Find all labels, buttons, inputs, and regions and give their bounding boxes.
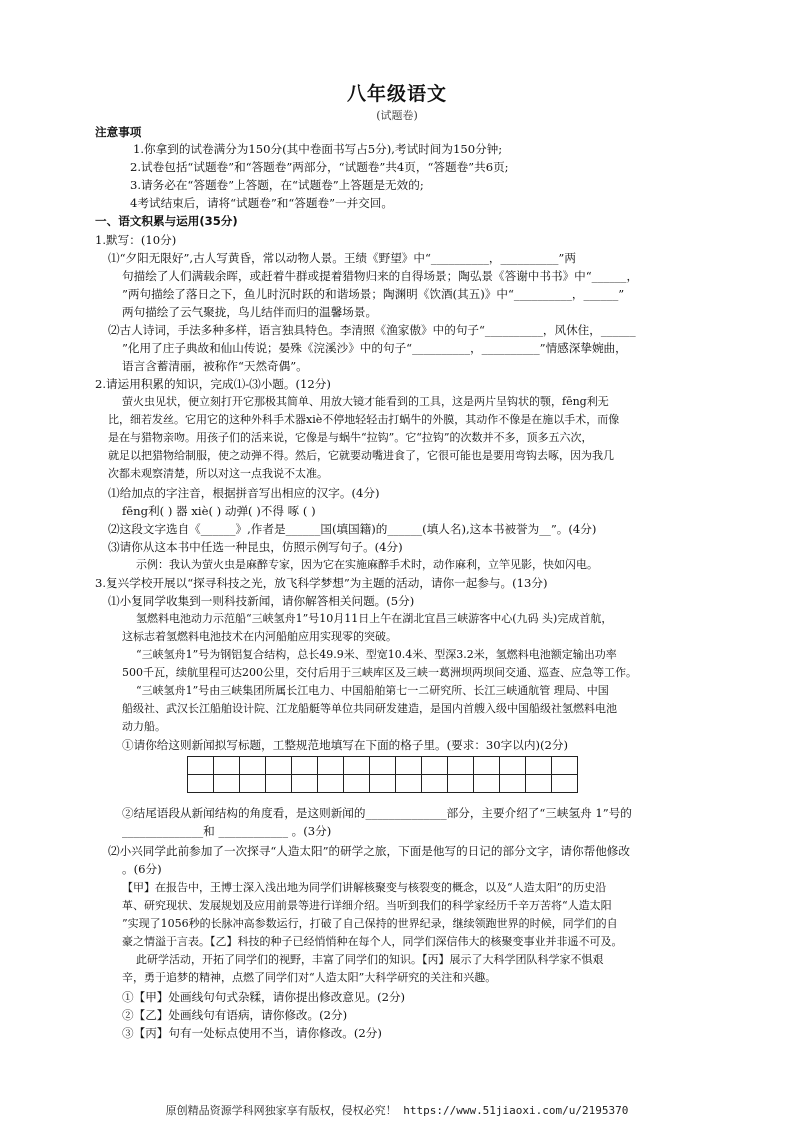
news-line: “三峡氢舟1”号为钢铝复合结构，总长49.9米、型宽10.4米、型深3.2米，氢燃料电池额定输出功率: [136, 648, 617, 661]
grid-cell[interactable]: [318, 775, 344, 793]
grid-cell[interactable]: [526, 775, 552, 793]
grid-cell[interactable]: [396, 775, 422, 793]
grid-cell[interactable]: [552, 775, 578, 793]
grid-cell[interactable]: [292, 757, 318, 775]
question-line: 。(6分): [122, 862, 162, 876]
news-line: 氢燃料电池动力示范船“三峡氢舟1”号10月11日上午在湖北宜昌三峡游客中心(九码 头)完成首航，: [136, 612, 613, 625]
news-line: 500千瓦，续航里程可达200公里，交付后用于三峡库区及三峡一葛洲坝两坝间交通、巡查、应急等工作。: [122, 666, 637, 679]
example-line: 示例：我认为萤火虫是麻醉专家，因为它在实施麻醉手术时，动作麻利，立竿见影，快如闪电。: [136, 558, 598, 571]
grid-cell[interactable]: [448, 757, 474, 775]
passage-line: 就足以把猎物给制服，使之动弹不得。然后，它就要动嘴进食了，它很可能也是要用弯钩去啄，因为我几: [108, 449, 614, 462]
notice-item: 2.试卷包括“试题卷”和“答题卷”两部分，“试题卷”共4页，“答题卷”共6页;: [130, 160, 509, 174]
grid-cell[interactable]: [526, 757, 552, 775]
diary-line: 豪之情溢于言表。【乙】科技的种子已经悄悄种在每个人，同学们深信伟大的核聚变事业并非遥不可及。: [122, 935, 623, 948]
question-line: ⑵这段文字选自《______》,作者是______国(填国籍)的______(填人名),这本书被誉为__”。(4分): [108, 522, 597, 536]
news-line: 船级社、武汉长江船舶设计院、江龙船艇等单位共同研发建造，是国内首艘入级中国船级社氢燃料电池: [122, 702, 617, 715]
question-line: ②【乙】处画线句有语病，请你修改。(2分): [122, 1008, 348, 1022]
diary-line: ”实现了1056秒的长脉冲高参数运行，打破了自己保持的世界纪录，继续领跑世界的时候，同学们的自: [122, 917, 618, 930]
grid-cell[interactable]: [396, 757, 422, 775]
grid-cell[interactable]: [552, 757, 578, 775]
question-line: 语言含蓄清丽，被称作“天然奇偶”。: [122, 359, 308, 373]
page-title: 八年级语文: [346, 83, 447, 105]
footer-url[interactable]: 原创精品资源学科网独家享有版权，侵权必究！ https://www.51jiaoxi.com/u/2195370: [165, 1104, 629, 1117]
question-line: ⑶请你从这本书中任选一种昆虫，仿照示例写句子。(4分): [108, 540, 403, 554]
grid-cell[interactable]: [422, 757, 448, 775]
question-stem: 2.请运用积累的知识，完成⑴-⑶小题。(12分): [95, 377, 331, 391]
question-line: ③【丙】句有一处标点使用不当，请你修改。(2分): [122, 1026, 382, 1040]
question-line: ①请你给这则新闻拟写标题，工整规范地填写在下面的格子里。(要求：30字以内)(2分): [122, 738, 569, 752]
page-subtitle: (试题卷): [376, 109, 418, 122]
question-line: ”两句描绘了落日之下，鱼儿时沉时跃的和谐场景；陶渊明《饮酒(其五)》中“__________，______”: [122, 287, 625, 301]
diary-line: 革、研究现状、发展规划及应用前景等进行详细介绍。当听到我们的科学家经历千辛万苦将“人造太阳: [122, 899, 612, 912]
grid-cell[interactable]: [500, 775, 526, 793]
grid-cell[interactable]: [214, 775, 240, 793]
question-line: ⑵古人诗词，手法多种多样，语言独具特色。李清照《渔家傲》中的句子“__________，风休住，______: [108, 323, 636, 337]
grid-cell[interactable]: [266, 757, 292, 775]
question-line: ⑵小兴同学此前参加了一次探寻“人造太阳”的研学之旅，下面是他写的日记的部分文字，请你帮他修改: [108, 844, 630, 858]
question-line: ⑴“夕阳无限好”,古人写黄昏，常以动物人景。王绩《野望》中“__________，__________”两: [108, 251, 576, 265]
question-stem: 1.默写：(10分): [95, 233, 177, 247]
grid-cell[interactable]: [292, 775, 318, 793]
question-line: fēng利( ) 器 xiè( ) 动弹( )不得 啄 ( ): [122, 504, 316, 518]
grid-cell[interactable]: [344, 757, 370, 775]
news-line: 这标志着氢燃料电池技术在内河船舶应用实现零的突破。: [122, 630, 397, 643]
notice-heading: 注意事项: [95, 125, 142, 139]
grid-cell[interactable]: [370, 775, 396, 793]
passage-line: 是在与猎物亲吻。用孩子们的活来说，它像是与蜗牛“拉钩”。它“拉钩”的次数并不多，顶多五六次，: [108, 431, 593, 444]
passage-line: 萤火虫见状，便立刻打开它那极其简单、用放大镜才能看到的工具，这是两片呈钩状的颚，fēng利无: [122, 395, 609, 408]
grid-cell[interactable]: [188, 757, 214, 775]
answer-grid-row: [188, 775, 578, 793]
notice-item: 1.你拿到的试卷满分为150分(其中卷面书写占5分),考试时间为150分钟;: [133, 142, 503, 156]
answer-grid[interactable]: [187, 756, 578, 793]
notice-item: 4考试结束后，请将“试题卷”和“答题卷”一并交回。: [130, 196, 393, 210]
grid-cell[interactable]: [500, 757, 526, 775]
news-line: “三峡氢舟1”号由三峡集团所属长江电力、中国船舶第七一二研究所、长江三峡通航管 理局、中国: [136, 684, 609, 697]
grid-cell[interactable]: [188, 775, 214, 793]
question-stem: 3.复兴学校开展以“探寻科技之光，放飞科学梦想”为主题的活动，请你一起参与。(13分): [95, 576, 548, 590]
grid-cell[interactable]: [318, 757, 344, 775]
grid-cell[interactable]: [474, 775, 500, 793]
question-line: ______________和 ____________ 。(3分): [122, 824, 332, 838]
grid-cell[interactable]: [370, 757, 396, 775]
question-line: ⑴给加点的字注音，根据拼音写出相应的汉字。(4分): [108, 486, 380, 500]
question-line: 两句描绘了云气聚拢，鸟儿结伴而归的温馨场景。: [122, 305, 378, 319]
grid-cell[interactable]: [344, 775, 370, 793]
diary-line: 【甲】在报告中，王博士深入浅出地为同学们讲解核聚变与核裂变的概念，以及“人造太阳”的历史沿: [122, 881, 607, 894]
passage-line: 比，细若发丝。它用它的这种外科手术器xiè不停地轻轻击打蜗牛的外膜，其动作不像是在施以手术，而像: [108, 413, 620, 426]
news-line: 动力船。: [122, 720, 166, 733]
question-line: ①【甲】处画线句句式杂糅，请你提出修改意见。(2分): [122, 990, 406, 1004]
diary-line: 辛，勇于追梦的精神，点燃了同学们对“人造太阳”大科学研究的关注和兴趣。: [122, 971, 497, 984]
diary-line: 此研学活动，开拓了同学们的视野，丰富了同学们的知识。【丙】展示了大科学团队科学家不惧艰: [136, 953, 604, 966]
grid-cell[interactable]: [266, 775, 292, 793]
grid-cell[interactable]: [422, 775, 448, 793]
answer-grid-row: [188, 757, 578, 775]
passage-line: 次都未观察清楚，所以对这一点我说不太准。: [108, 467, 328, 480]
grid-cell[interactable]: [214, 757, 240, 775]
grid-cell[interactable]: [240, 757, 266, 775]
grid-cell[interactable]: [448, 775, 474, 793]
grid-cell[interactable]: [474, 757, 500, 775]
question-line: ”化用了庄子典故和仙山传说；晏殊《浣溪沙》中的句子“__________，__________”情感深挚婉曲，: [122, 341, 627, 355]
notice-item: 3.请务必在“答题卷”上答题，在“试题卷”上答题是无效的;: [130, 178, 424, 192]
question-line: 句描绘了人们满载余晖，或赶着牛群或提着猎物归来的自得场景；陶弘景《答谢中书书》中“______，: [122, 269, 639, 283]
question-line: ②结尾语段从新闻结构的角度看，是这则新闻的______________部分，主要介绍了“三峡氢舟 1”号的: [122, 806, 632, 820]
section-heading: 一、语文积累与运用(35分): [95, 214, 238, 228]
grid-cell[interactable]: [240, 775, 266, 793]
question-line: ⑴小复同学收集到一则科技新闻，请你解答相关问题。(5分): [108, 594, 415, 608]
